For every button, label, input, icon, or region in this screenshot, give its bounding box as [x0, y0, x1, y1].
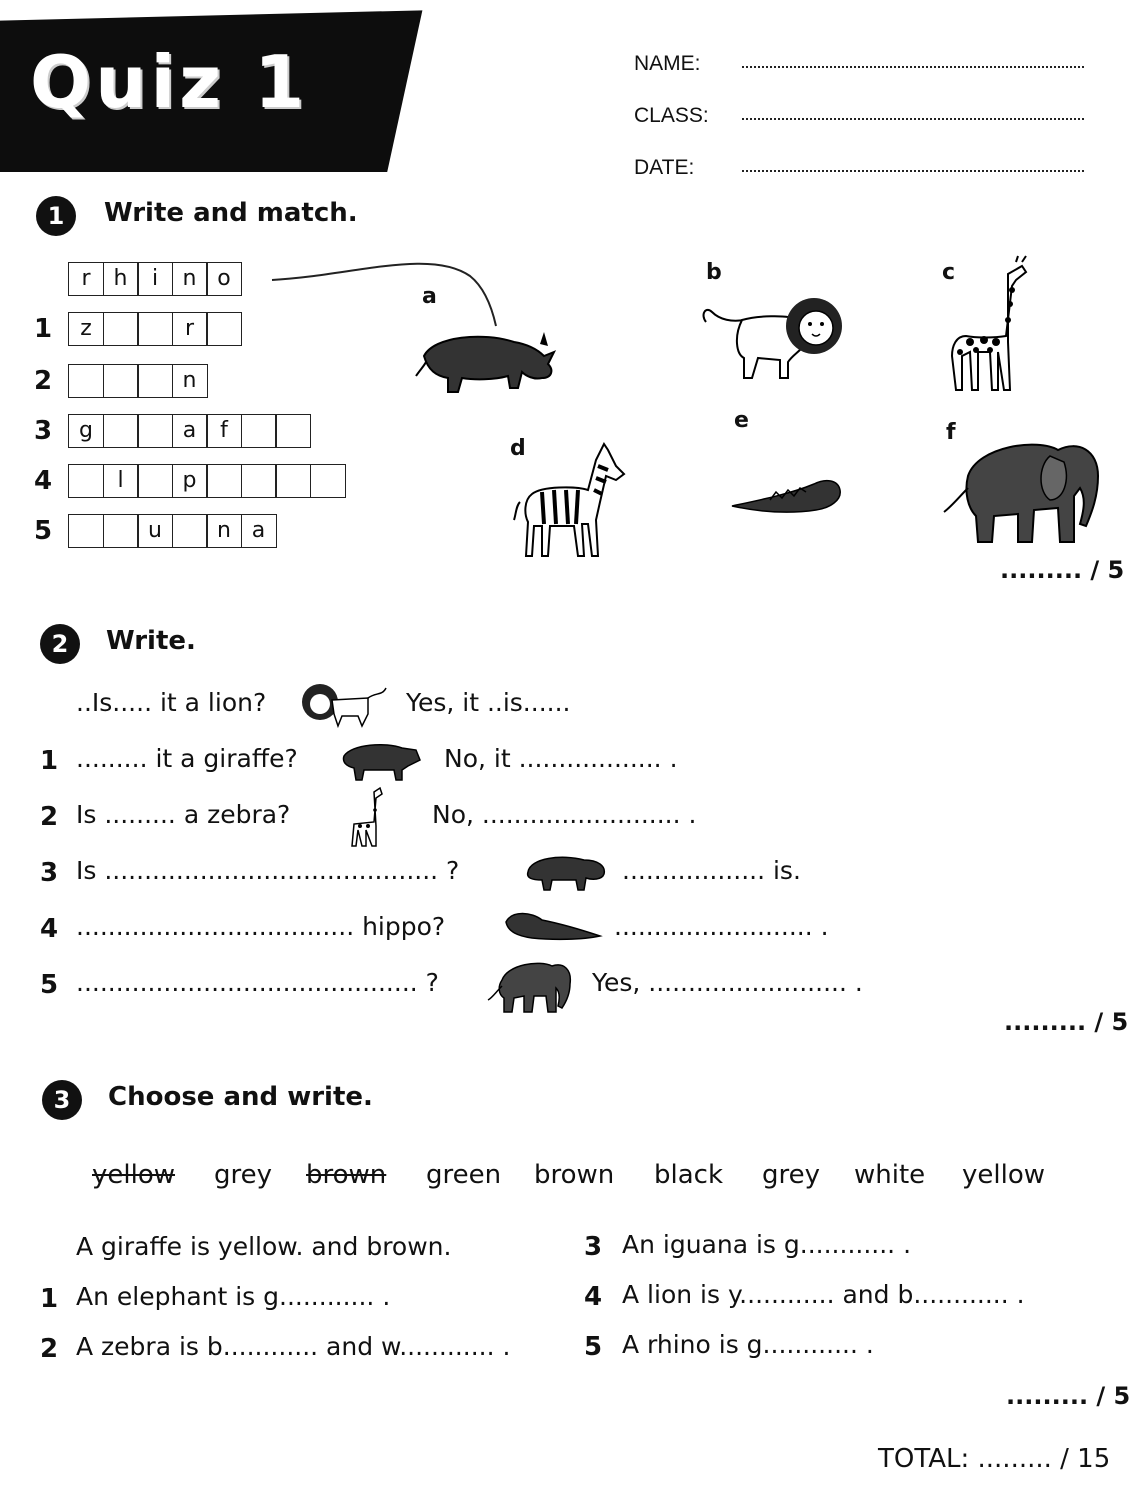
- letter-cell: o: [206, 262, 242, 296]
- picture-label-d: d: [510, 436, 526, 461]
- page-title: Quiz 1: [30, 40, 309, 124]
- elephant-icon: [486, 958, 574, 1014]
- class-field[interactable]: [742, 118, 1084, 120]
- example-word-grid: [68, 262, 242, 296]
- letter-cell[interactable]: g: [68, 414, 104, 448]
- question-text[interactable]: ......... it a giraffe?: [76, 744, 298, 773]
- letter-cell[interactable]: [137, 364, 173, 398]
- section1-title: Write and match.: [104, 198, 358, 228]
- picture-label-c: c: [942, 260, 956, 285]
- word-grid-3[interactable]: [68, 414, 311, 448]
- letter-cell: n: [172, 262, 208, 296]
- word-grid-5[interactable]: [68, 514, 277, 548]
- section2-score: ......... / 5: [1004, 1008, 1129, 1036]
- question-text[interactable]: ........................................... ?: [76, 968, 439, 997]
- item-number: 4: [40, 914, 59, 944]
- picture-label-f: f: [946, 420, 956, 445]
- section1-score: ......... / 5: [1000, 556, 1125, 584]
- sentence-text[interactable]: An iguana is g............ .: [622, 1230, 912, 1259]
- item-number: 2: [34, 366, 53, 396]
- item-number: 3: [584, 1232, 603, 1262]
- section3-score: ......... / 5: [1006, 1382, 1131, 1410]
- item-number: 2: [40, 802, 59, 832]
- elephant-icon: [938, 436, 1106, 548]
- word-option: black: [654, 1160, 724, 1190]
- lion-icon: [696, 292, 846, 384]
- iguana-icon: [502, 906, 602, 946]
- word-grid-4[interactable]: [68, 464, 346, 498]
- question-text[interactable]: Is ......... a zebra?: [76, 800, 291, 829]
- letter-cell: h: [103, 262, 139, 296]
- letter-cell[interactable]: [68, 364, 104, 398]
- rhino-icon: [414, 326, 560, 406]
- letter-cell[interactable]: [275, 464, 311, 498]
- sentence-text[interactable]: A rhino is g............ .: [622, 1330, 874, 1359]
- letter-cell[interactable]: u: [137, 514, 173, 548]
- answer-text[interactable]: ......................... .: [614, 912, 829, 941]
- hippo-icon: [522, 852, 608, 892]
- letter-cell[interactable]: [241, 464, 277, 498]
- item-number: 5: [584, 1332, 603, 1362]
- item-number: 4: [584, 1282, 603, 1312]
- item-number: 1: [34, 314, 53, 344]
- section2-number: 2: [40, 624, 80, 664]
- letter-cell[interactable]: a: [241, 514, 277, 548]
- rhino-icon: [336, 740, 424, 782]
- letter-cell[interactable]: [275, 414, 311, 448]
- picture-label-b: b: [706, 260, 722, 285]
- example-question: ..Is..... it a lion?: [76, 688, 267, 717]
- section1-number: 1: [36, 196, 76, 236]
- letter-cell[interactable]: [68, 514, 104, 548]
- letter-cell: i: [137, 262, 173, 296]
- letter-cell[interactable]: z: [68, 312, 104, 346]
- word-option: brown: [534, 1160, 615, 1190]
- item-number: 1: [40, 746, 59, 776]
- lion-icon: [298, 680, 390, 728]
- name-field[interactable]: [742, 66, 1084, 68]
- question-text[interactable]: Is .......................................... ?: [76, 856, 460, 885]
- picture-label-e: e: [734, 408, 749, 433]
- section3-number: 3: [42, 1080, 82, 1120]
- letter-cell[interactable]: [172, 514, 208, 548]
- letter-cell[interactable]: [103, 514, 139, 548]
- item-number: 2: [40, 1334, 59, 1364]
- letter-cell[interactable]: r: [172, 312, 208, 346]
- word-option: green: [426, 1160, 502, 1190]
- word-option: yellow: [92, 1160, 176, 1190]
- item-number: 3: [34, 416, 53, 446]
- letter-cell[interactable]: [137, 414, 173, 448]
- item-number: 5: [34, 516, 53, 546]
- item-number: 3: [40, 858, 59, 888]
- section2-title: Write.: [106, 626, 196, 656]
- example-answer: Yes, it ..is......: [406, 688, 571, 717]
- letter-cell[interactable]: f: [206, 414, 242, 448]
- word-grid-1[interactable]: [68, 312, 242, 346]
- section3-title: Choose and write.: [108, 1082, 373, 1112]
- letter-cell: r: [68, 262, 104, 296]
- letter-cell[interactable]: p: [172, 464, 208, 498]
- letter-cell[interactable]: [103, 312, 139, 346]
- sentence-text[interactable]: A lion is y............ and b............ .: [622, 1280, 1025, 1309]
- date-field[interactable]: [742, 170, 1084, 172]
- letter-cell[interactable]: [206, 312, 242, 346]
- letter-cell[interactable]: [137, 464, 173, 498]
- letter-cell[interactable]: [310, 464, 346, 498]
- letter-cell[interactable]: [241, 414, 277, 448]
- zebra-icon: [512, 440, 628, 562]
- giraffe-icon: [946, 256, 1036, 394]
- letter-cell[interactable]: [68, 464, 104, 498]
- giraffe-icon: [346, 786, 386, 848]
- class-label: CLASS:: [634, 104, 709, 127]
- item-number: 4: [34, 466, 53, 496]
- answer-text[interactable]: No, it .................. .: [444, 744, 678, 773]
- answer-text[interactable]: No, ......................... .: [432, 800, 697, 829]
- answer-text[interactable]: Yes, ......................... .: [592, 968, 863, 997]
- letter-cell[interactable]: [103, 364, 139, 398]
- word-option: brown: [306, 1160, 387, 1190]
- sentence-text[interactable]: An elephant is g............ .: [76, 1282, 391, 1311]
- word-option: grey: [762, 1160, 821, 1190]
- letter-cell[interactable]: [137, 312, 173, 346]
- date-label: DATE:: [634, 156, 695, 179]
- picture-label-a: a: [422, 284, 437, 309]
- word-option: grey: [214, 1160, 273, 1190]
- letter-cell[interactable]: [103, 414, 139, 448]
- total-score: TOTAL: ......... / 15: [878, 1444, 1111, 1474]
- question-text[interactable]: ................................... hippo?: [76, 912, 446, 941]
- word-option: yellow: [962, 1160, 1046, 1190]
- letter-cell[interactable]: a: [172, 414, 208, 448]
- item-number: 1: [40, 1284, 59, 1314]
- sentence-text[interactable]: A zebra is b............ and w............ .: [76, 1332, 511, 1361]
- name-label: NAME:: [634, 52, 701, 75]
- example-sentence: A giraffe is yellow. and brown.: [76, 1232, 452, 1261]
- letter-cell[interactable]: n: [172, 364, 208, 398]
- word-grid-2[interactable]: [68, 364, 208, 398]
- word-option: white: [854, 1160, 926, 1190]
- letter-cell[interactable]: l: [103, 464, 139, 498]
- answer-text[interactable]: .................. is.: [622, 856, 801, 885]
- letter-cell[interactable]: n: [206, 514, 242, 548]
- item-number: 5: [40, 970, 59, 1000]
- iguana-icon: [730, 470, 844, 520]
- letter-cell[interactable]: [206, 464, 242, 498]
